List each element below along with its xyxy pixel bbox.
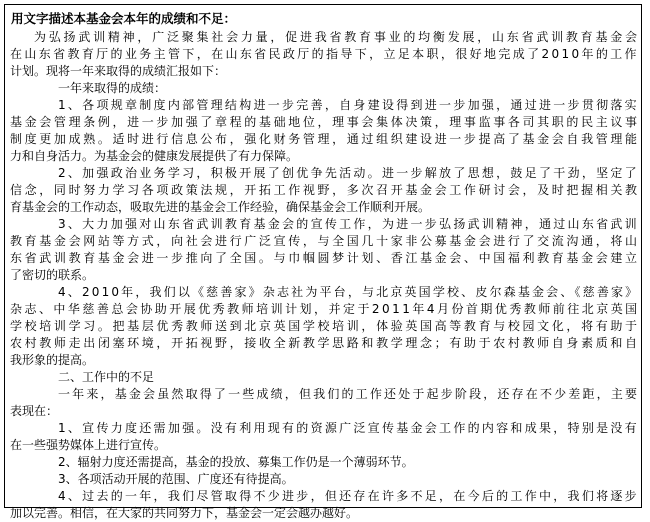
- body-line: 加以完善。相信，在大家的共同努力下，基金会一定会越办越好。: [10, 506, 359, 520]
- body-line: 1、各项规章制度内部管理结构进一步完善，自身建设得到进一步加强，通过进一步贯彻落实: [58, 98, 639, 112]
- body-line: 1、宣传力度还需加强。没有利用现有的资源广泛宣传基金会工作的内容和成果，特别是没有: [58, 421, 639, 435]
- body-line: 一年来，基金会虽然取得了一些成绩，但我们的工作还处于起步阶段，还存在不少差距，主要: [58, 387, 640, 401]
- body-line: 教育基金会网站等方式，向社会进行广泛宣传，与全国几十家非公募基金会进行了交流沟通，将山: [10, 234, 640, 248]
- body-line: 2、辐射力度还需提高，基金的投放、募集工作仍是一个薄弱环节。: [58, 455, 414, 469]
- body-line: 了密切的联系。: [10, 268, 95, 282]
- body-line: 农村教师走出闭塞环境，开拓视野，接收全新教学思路和教学理念；有助于农村教师自身素质和自: [10, 336, 640, 350]
- body-line: 学校培训学习。把基层优秀教师送到北京英国学校培训，体验英国高等教育与校园文化，将有助于: [10, 319, 640, 333]
- body-line: 在山东省教育厅的业务主管下，在山东省民政厅的指导下，立足本职，很好地完成了2010年的工作: [10, 47, 639, 61]
- body-line: 东省武训教育基金会进一步推向了全国。与巾帼圆梦计划、香江基金会、中国福利教育基金会建立: [10, 251, 640, 265]
- body-line: 二、工作中的不足: [58, 370, 155, 384]
- body-line: 为弘扬武训精神，广泛聚集社会力量，促进我省教育事业的均衡发展，山东省武训教育基金会: [34, 30, 640, 44]
- body-line: 2、加强政治业务学习，积极开展了创优争先活动。进一步解放了思想，鼓足了干劲，坚定了: [58, 166, 639, 180]
- report-title: 用文字描述本基金会本年的成绩和不足：: [11, 11, 237, 26]
- body-line: 育基金会的工作动态，吸取先进的基金会工作经验，确保基金会工作顺利开展。: [10, 200, 431, 214]
- body-line: 3、大力加强对山东省武训教育基金会的宣传工作，为进一步弘扬武训精神，通过山东省武训: [58, 217, 639, 231]
- report-frame: [4, 4, 642, 520]
- body-line: 基金会管理条例，进一步加强了章程的基础地位，理事会集体决策，理事监事各司其职的民主议事: [10, 115, 640, 129]
- body-line: 4、2010年，我们以《慈善家》杂志社为平台，与北京英国学校、皮尔森基金会、《慈善家》: [58, 285, 640, 299]
- body-line: 杂志、中华慈善总会协助开展优秀教师培训计划，并定于2011年4月份首期优秀教师前往北京英国: [10, 302, 640, 316]
- body-line: 计划。现将一年来取得的成绩汇报如下：: [10, 64, 227, 78]
- body-line: 表现在：: [10, 404, 59, 418]
- body-line: 一年来取得的成绩：: [58, 81, 167, 95]
- body-line: 力和自身活力。为基金会的健康发展提供了有力保障。: [10, 149, 299, 163]
- body-line: 制度更加成熟。适时进行信息公布，强化财务管理，通过组织建设进一步提高了基金会自我管理能: [10, 132, 640, 146]
- body-line: 我形象的提高。: [10, 353, 95, 367]
- body-line: 4、过去的一年，我们尽管取得不少进步，但还存在许多不足，在今后的工作中，我们将逐步: [58, 489, 639, 503]
- body-line: 在一些强势媒体上进行宣传。: [10, 438, 167, 452]
- body-line: 3、各项活动开展的范围、广度还有待提高。: [58, 472, 294, 486]
- body-line: 信念，同时努力学习各项政策法规，开拓工作视野，多次召开基金会工作研讨会，及时把握相关教: [10, 183, 640, 197]
